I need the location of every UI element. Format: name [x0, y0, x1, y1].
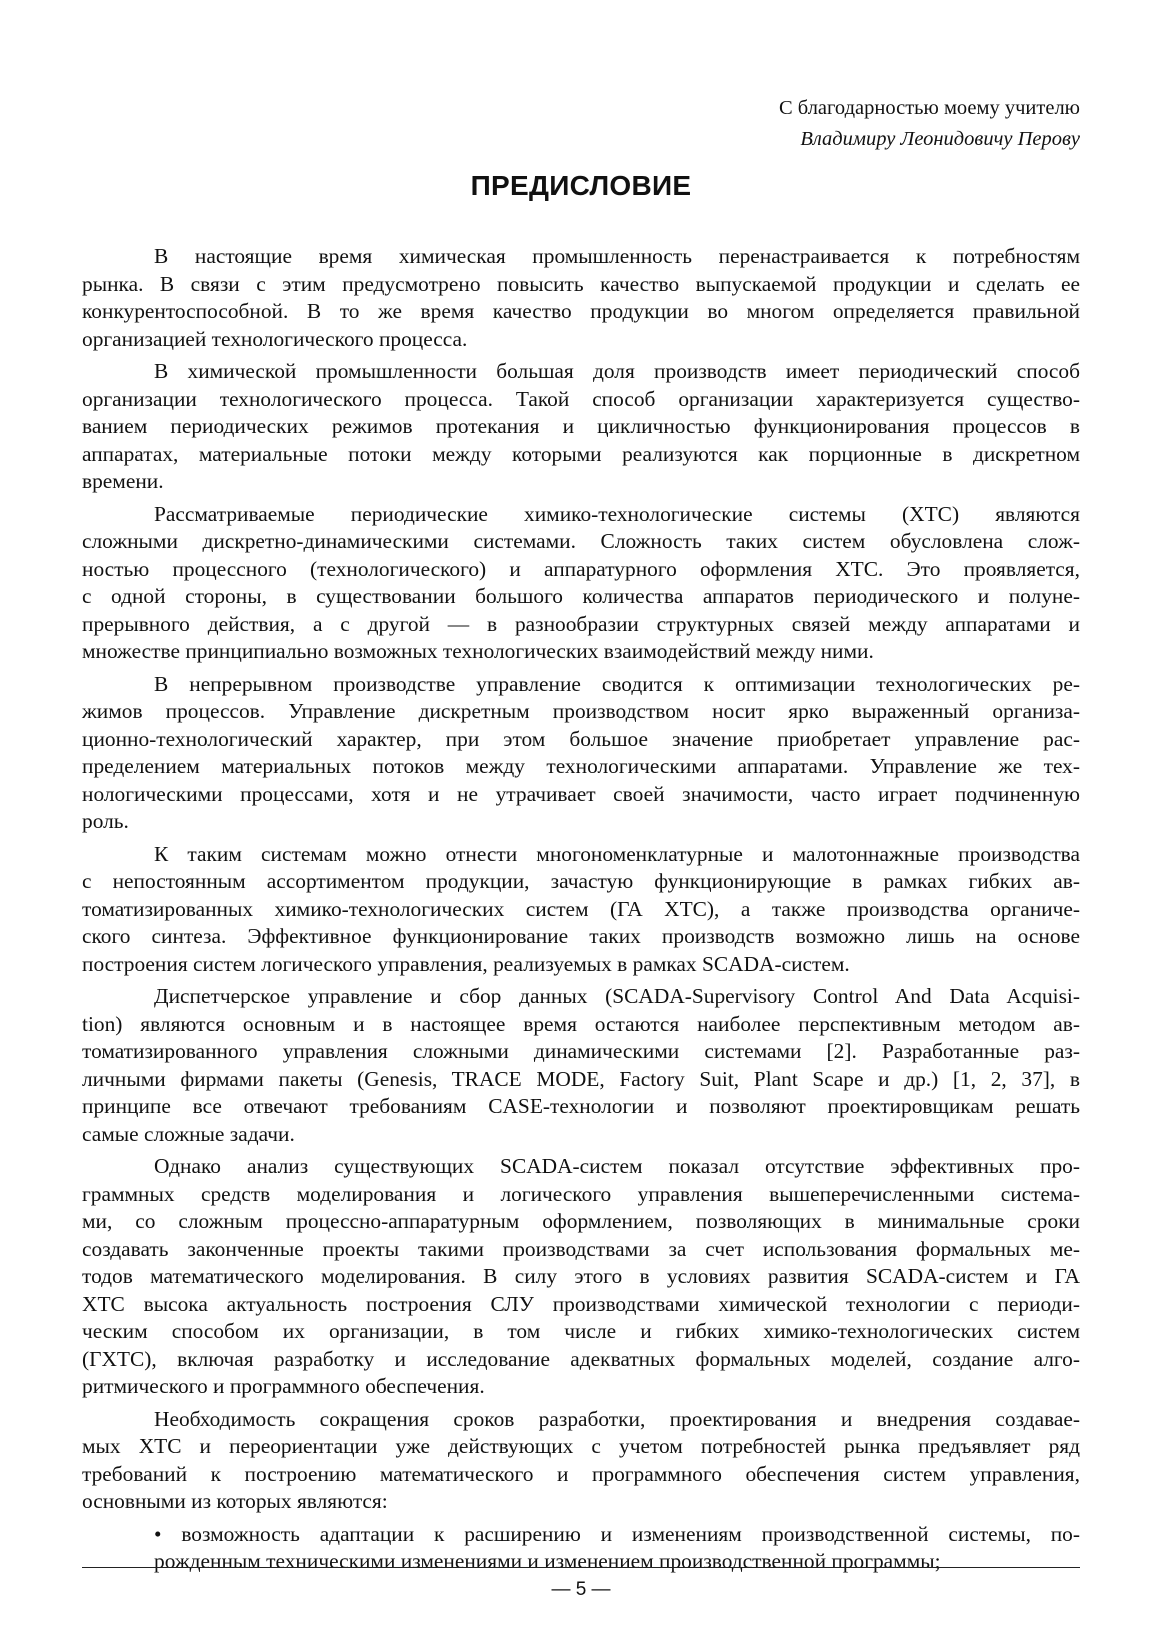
- text-line: с одной стороны, в существовании большого количества аппаратов периодического и полуне-: [82, 584, 1080, 608]
- paragraph: [82, 1153, 1080, 1401]
- text-line: граммных средств моделирования и логического управления вышеперечисленными система-: [82, 1181, 1080, 1206]
- text-line: В настоящие время химическая промышленность перенастраивается к потребностям: [154, 244, 1080, 268]
- text-line: организацией технологического процесса.: [82, 326, 468, 351]
- text-line: томатизированных химико-технологических систем (ГА ХТС), а также производства органиче-: [82, 896, 1080, 921]
- text-line: В непрерывном производстве управление сводится к оптимизации технологических ре-: [154, 671, 1080, 696]
- text-line: требований к построению математического и программного обеспечения систем управления,: [82, 1461, 1080, 1486]
- body-text: [82, 243, 1080, 1576]
- text-line: рынка. В связи с этим предусмотрено повысить качество выпускаемой продукции и сделать ее: [82, 271, 1080, 296]
- text-line: ностью процессного (технологического) и аппаратурного оформления ХТС. Это проявляется,: [82, 556, 1080, 581]
- paragraph: [82, 243, 1080, 353]
- text-line: ритмического и программного обеспечения.: [82, 1374, 485, 1398]
- text-line: ХТС высока актуальность построения СЛУ производствами химической технологии с периоди-: [82, 1291, 1080, 1316]
- footer-divider: [82, 1567, 1080, 1568]
- text-line: множестве принципиально возможных технологических взаимодействий между ними.: [82, 639, 874, 663]
- text-line: Рассматриваемые периодические химико-технологические системы (ХТС) являются: [154, 501, 1080, 526]
- bullet-text: возможность адаптации к расширению и изменениям производственной системы, по-: [181, 1521, 1081, 1546]
- paragraph: [82, 983, 1080, 1148]
- text-line: основными из которых являются:: [82, 1489, 388, 1513]
- text-line: создавать законченные проекты такими производствами за счет использования формальных ме-: [82, 1236, 1080, 1261]
- text-line: тодов математического моделирования. В силу этого в условиях развития SCADA-систем и ГА: [82, 1264, 1080, 1288]
- text-line: К таким системам можно отнести многономенклатурные и малотоннажные производства: [154, 841, 1080, 866]
- text-line: Диспетчерское управление и сбор данных (SCADA-Supervisory Control And Data Acquisi-: [154, 984, 1080, 1008]
- page-number: — 5 —: [551, 1579, 611, 1600]
- text-line: времени.: [82, 469, 164, 493]
- paragraph: [82, 501, 1080, 666]
- text-line: жимов процессов. Управление дискретным производством носит ярко выраженный организа-: [82, 699, 1080, 723]
- text-line: рожденным техническими изменениями и изменением производственной программы;: [154, 1549, 941, 1573]
- text-line: принципе все отвечают требованиям CASE-технологии и позволяют проектировщикам решать: [82, 1094, 1080, 1118]
- text-line: томатизированного управления сложными динамическими системами [2]. Разработанные раз-: [82, 1039, 1080, 1063]
- paragraph: [82, 671, 1080, 836]
- text-line: сложными дискретно-динамическими системами. Сложность таких систем обусловлена слож-: [82, 529, 1080, 553]
- paragraph: [82, 841, 1080, 979]
- text-line: нологическими процессами, хотя и не утрачивает своей значимости, часто играет подчиненную: [82, 781, 1080, 806]
- text-line: личными фирмами пакеты (Genesis, TRACE MODE, Factory Suit, Plant Scape и др.) [1, 2, 37], в: [82, 1066, 1080, 1091]
- text-line: самые сложные задачи.: [82, 1121, 295, 1146]
- dedication: [779, 93, 1080, 155]
- text-line: ческим способом их организации, в том числе и гибких химико-технологических систем: [82, 1319, 1080, 1343]
- dedication-name: Владимиру Леонидовичу Перову: [800, 128, 1080, 150]
- text-line: с непостоянным ассортиментом продукции, зачастую функционирующие в рамках гибких ав-: [82, 869, 1080, 893]
- bullet-line: [82, 1521, 1080, 1549]
- text-line: мых ХТС и переориентации уже действующих с учетом потребностей рынка предъявляет ряд: [82, 1434, 1080, 1458]
- text-line: (ГХТС), включая разработку и исследование адекватных формальных моделей, создание алго-: [82, 1346, 1080, 1371]
- text-line: tion) являются основным и в настоящее время остаются наиболее перспективным методом ав-: [82, 1011, 1080, 1036]
- text-line: Необходимость сокращения сроков разработки, проектирования и внедрения создавае-: [154, 1406, 1080, 1431]
- text-line: В химической промышленности большая доля производств имеет периодический способ: [154, 359, 1080, 383]
- text-line: ского синтеза. Эффективное функционирование таких производств возможно лишь на основе: [82, 924, 1080, 948]
- text-line: прерывного действия, а с другой — в разнообразии структурных связей между аппаратами и: [82, 611, 1080, 636]
- dedication-line: С благодарностью моему учителю: [778, 97, 1080, 119]
- page-title: ПРЕДИСЛОВИЕ: [470, 170, 692, 201]
- text-line: конкурентоспособной. В то же время качество продукции во многом определяется правильной: [82, 299, 1080, 323]
- text-line: ми, со сложным процессно-аппаратурным оформлением, позволяющих в минимальные сроки: [82, 1209, 1080, 1233]
- text-line: организации технологического процесса. Такой способ организации характеризуется существо-: [82, 386, 1080, 411]
- paragraph: [82, 1406, 1080, 1516]
- text-line: ванием периодических режимов протекания и цикличностью функционирования процессов в: [82, 414, 1080, 438]
- text-line: аппаратах, материальные потоки между которыми реализуются как порционные в дискретном: [82, 441, 1080, 466]
- bullet-marker: •: [154, 1521, 162, 1546]
- text-line: роль.: [82, 809, 129, 833]
- text-line: ционно-технологический характер, при этом большое значение приобретает управление рас-: [82, 726, 1080, 751]
- text-line: Однако анализ существующих SCADA-систем показал отсутствие эффективных про-: [154, 1154, 1080, 1178]
- paragraph: [82, 358, 1080, 496]
- text-line: построения систем логического управления, реализуемых в рамках SCADA-систем.: [82, 951, 850, 976]
- text-line: пределением материальных потоков между технологическими аппаратами. Управление же тех-: [82, 754, 1080, 778]
